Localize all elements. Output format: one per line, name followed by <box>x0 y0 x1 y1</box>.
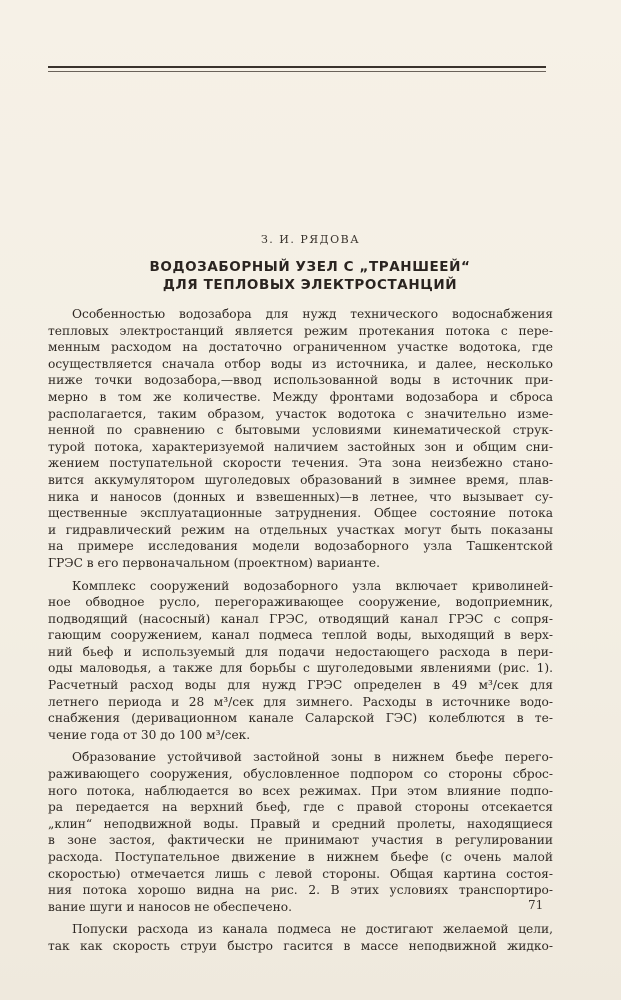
text-line: Образование устойчивой застойной зоны в нижнем бьефе перего- <box>72 750 553 765</box>
text-line: раживающего сооружения, обусловленное подпором со стороны сброс- <box>48 767 553 782</box>
text-line: Особенностью водозабора для нужд технического водоснабжения <box>72 307 553 321</box>
text-line: оды маловодья, а также для борьбы с шуголедовыми явлениями (рис. 1). <box>48 661 553 676</box>
text-line: жением поступательной скорости течения. Эта зона неизбежно стано- <box>48 456 553 471</box>
text-line: расхода. Поступательное движение в нижнем бьефе (с очень малой <box>48 850 553 864</box>
text-line: турой потока, характеризуемой наличием застойных зон и общим сни- <box>48 439 553 454</box>
article-title-line: ДЛЯ ТЕПЛОВЫХ ЭЛЕКТРОСТАНЦИЙ <box>162 277 458 293</box>
article-body <box>48 306 553 955</box>
text-line: в зоне застоя, фактически не принимают участия в регулировании <box>48 833 553 848</box>
text-line: ра передается на верхний бьеф, где с правой стороны отсекается <box>48 800 553 815</box>
body-paragraph <box>48 921 553 954</box>
article-title <box>70 258 550 294</box>
text-line: Комплекс сооружений водозаборного узла включает криволиней- <box>72 578 553 593</box>
text-line: ника и наносов (донных и взвешенных)—в летнее, что вызывает су- <box>48 489 553 504</box>
text-line: на примере исследования модели водозаборного узла Ташкентской <box>48 539 553 554</box>
article-author: З. И. РЯДОВА <box>260 233 361 246</box>
text-line: „клин“ неподвижной воды. Правый и средний пролеты, находящиеся <box>48 816 553 831</box>
header-rule-thin <box>48 71 546 72</box>
text-line: снабжения (деривационном канале Саларской ГЭС) колеблются в те- <box>48 711 553 726</box>
text-line: ниже точки водозабора,—ввод использованной воды в источник при- <box>48 373 553 388</box>
text-line: вится аккумулятором шуголедовых образований в зимнее время, плав- <box>48 472 553 487</box>
text-line: чение года от 30 до 100 м³/сек. <box>48 727 251 742</box>
page-number: 71 <box>528 898 544 912</box>
text-line: и гидравлический режим на отдельных участках могут быть показаны <box>48 522 553 537</box>
text-line: щественные эксплуатационные затруднения. Общее состояние потока <box>48 506 553 521</box>
text-line: ний бьеф и используемый для подачи недостающего расхода в пери- <box>48 644 553 659</box>
body-paragraph <box>48 578 553 744</box>
body-paragraph <box>48 749 553 915</box>
body-paragraph <box>48 306 553 572</box>
text-line: ное обводное русло, перегораживающее сооружение, водоприемник, <box>48 595 553 610</box>
text-line: гающим сооружением, канал подмеса теплой воды, выходящий в верх- <box>48 628 553 643</box>
text-line: осуществляется сначала отбор воды из источника, и далее, несколько <box>48 356 553 371</box>
text-line: ного потока, наблюдается во всех режимах. При этом влияние подпо- <box>48 783 553 798</box>
article-title-line: ВОДОЗАБОРНЫЙ УЗЕЛ С „ТРАНШЕЕЙ“ <box>149 259 471 275</box>
text-line: ГРЭС в его первоначальном (проектном) варианте. <box>48 555 381 570</box>
header-rule-thick <box>48 66 546 68</box>
text-line: вание шуги и наносов не обеспечено. <box>48 899 292 914</box>
text-line: менным расходом на достаточно ограниченном участке водотока, где <box>48 340 553 355</box>
text-line: летнего периода и 28 м³/сек для зимнего. Расходы в источнике водо- <box>48 694 553 709</box>
text-line: так как скорость струи быстро гасится в массе неподвижной жидко- <box>48 938 553 953</box>
text-line: располагается, таким образом, участок водотока с значительно изме- <box>48 406 553 421</box>
text-line: Попуски расхода из канала подмеса не достигают желаемой цели, <box>72 922 553 937</box>
text-line: Расчетный расход воды для нужд ГРЭС определен в 49 м³/сек для <box>48 678 553 693</box>
text-line: ния потока хорошо видна на рис. 2. В этих условиях транспортиро- <box>48 883 553 898</box>
text-line: подводящий (насосный) канал ГРЭС, отводящий канал ГРЭС с сопря- <box>48 611 553 626</box>
text-line: мерно в том же количестве. Между фронтами водозабора и сброса <box>48 389 553 404</box>
text-line: скоростью) отмечается лишь с левой стороны. Общая картина состоя- <box>48 866 553 881</box>
text-line: тепловых электростанций является режим протекания потока с пере- <box>48 323 553 338</box>
text-line: ненной по сравнению с бытовыми условиями кинематической струк- <box>48 423 553 438</box>
